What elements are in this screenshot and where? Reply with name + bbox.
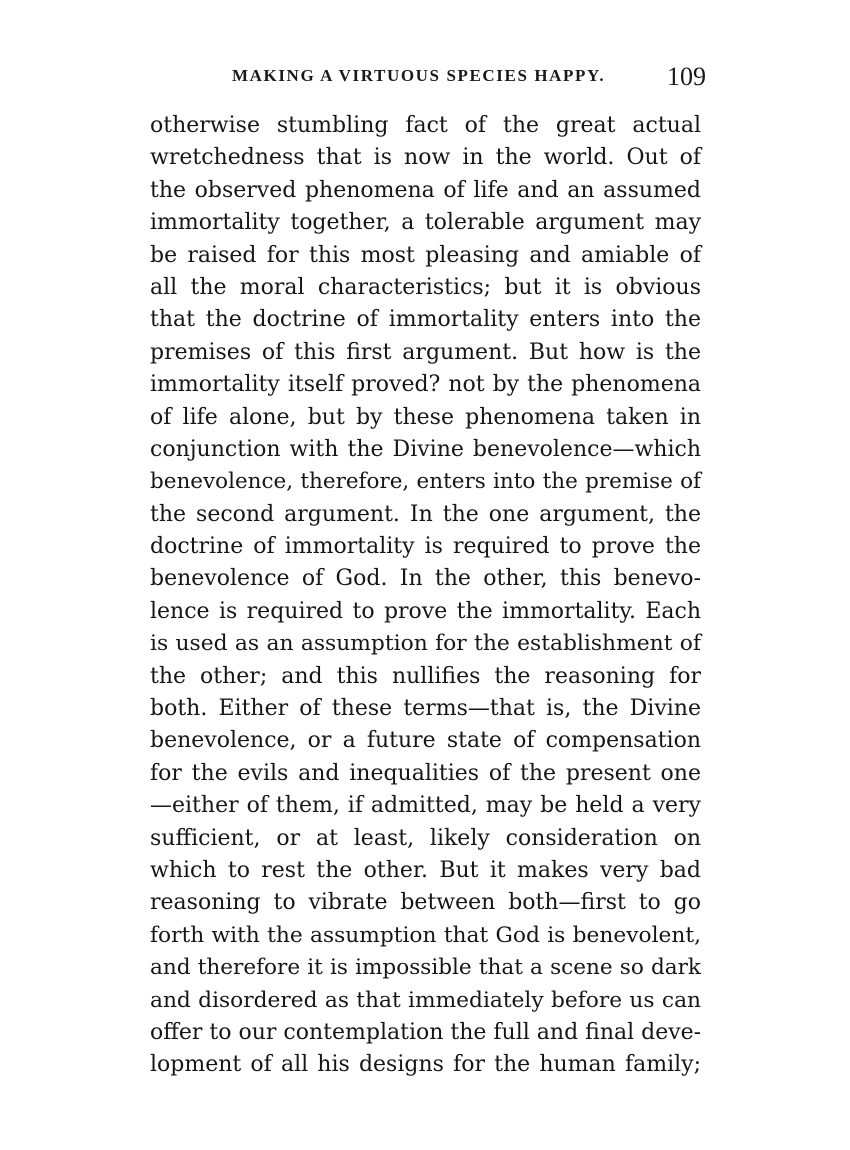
text-line: both. Either of these terms—that is, the Divine — [150, 696, 701, 722]
text-line: which to rest the other. But it makes very bad — [150, 857, 701, 883]
text-line: benevolence, or a future state of compensation — [150, 728, 701, 754]
text-line: offer to our contemplation the full and final deve- — [150, 1019, 702, 1045]
text-line: premises of this first argument. But how is the — [150, 339, 701, 365]
text-line: the second argument. In the one argument, the — [150, 501, 701, 527]
text-line: lence is required to prove the immortality. Each — [150, 598, 701, 624]
text-line: and disordered as that immediately before us can — [150, 987, 701, 1013]
text-line: lopment of all his designs for the human family; — [150, 1052, 701, 1078]
text-line: benevolence of God. In the other, this benevo- — [150, 566, 701, 592]
text-line: benevolence, therefore, enters into the premise of — [150, 469, 701, 495]
text-line: that the doctrine of immortality enters into the — [150, 307, 701, 333]
text-line: wretchedness that is now in the world. Out of — [150, 145, 701, 171]
text-line: of life alone, but by these phenomena taken in — [150, 404, 701, 430]
running-head — [150, 62, 706, 102]
running-title: MAKING A VIRTUOUS SPECIES HAPPY. — [232, 66, 606, 85]
text-line: forth with the assumption that God is benevolent, — [150, 922, 701, 948]
text-line: be raised for this most pleasing and amiable of — [150, 242, 701, 268]
text-line: reasoning to vibrate between both—first to go — [150, 890, 701, 916]
text-line: —either of them, if admitted, may be held a very — [150, 793, 701, 819]
text-line: otherwise stumbling fact of the great actual — [150, 113, 701, 138]
body-text — [150, 110, 701, 1082]
text-line: all the moral characteristics; but it is obvious — [150, 274, 701, 300]
text-line: conjunction with the Divine benevolence—which — [150, 436, 701, 462]
text-line: the observed phenomena of life and an assumed — [150, 177, 701, 203]
text-line: is used as an assumption for the establishment of — [150, 631, 701, 657]
text-line: for the evils and inequalities of the present one — [150, 760, 701, 786]
text-line: immortality itself proved? not by the phenomena — [150, 372, 701, 398]
text-line: immortality together, a tolerable argument may — [150, 210, 701, 236]
text-line: and therefore it is impossible that a scene so dark — [150, 955, 701, 981]
text-line: doctrine of immortality is required to prove the — [150, 534, 701, 560]
text-line: sufficient, or at least, likely consideration on — [150, 825, 701, 851]
page-number: 109 — [667, 62, 706, 91]
text-line: the other; and this nullifies the reasoning for — [150, 663, 701, 689]
